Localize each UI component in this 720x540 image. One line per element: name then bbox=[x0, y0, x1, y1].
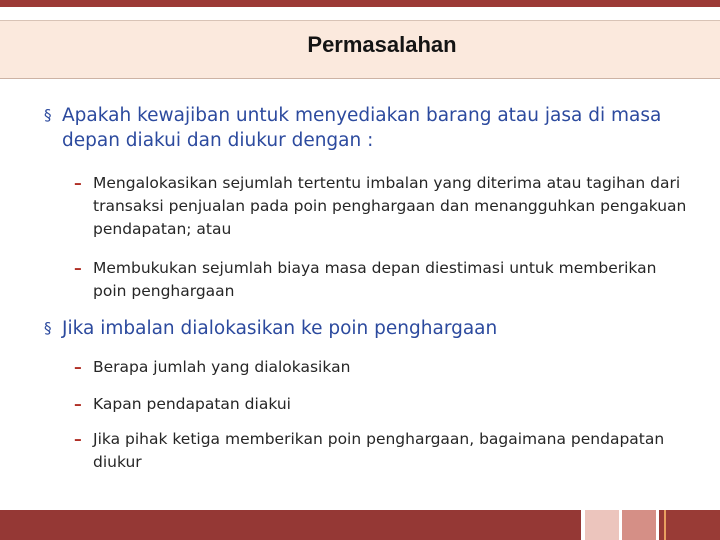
slide-title: Permasalahan bbox=[307, 32, 457, 57]
footer-square-medium bbox=[622, 510, 656, 540]
footer-main-block bbox=[0, 510, 581, 540]
dash-icon: – bbox=[74, 358, 82, 376]
bullet-item bbox=[44, 103, 704, 153]
sub-item-text: Berapa jumlah yang dialokasikan bbox=[93, 358, 351, 376]
dash-icon: – bbox=[74, 259, 82, 277]
bullet-text: Jika imbalan dialokasikan ke poin penghargaan bbox=[62, 318, 498, 339]
dash-icon: – bbox=[74, 395, 82, 413]
bullet-text: Apakah kewajiban untuk menyediakan barang atau jasa di masa depan diakui dan diukur dengan : bbox=[62, 105, 662, 151]
footer-square-dark bbox=[659, 510, 720, 540]
footer-bar bbox=[0, 510, 720, 540]
bullet-square-icon: § bbox=[44, 319, 52, 337]
sub-item bbox=[74, 356, 694, 379]
sub-item-text: Kapan pendapatan diakui bbox=[93, 395, 291, 413]
sub-item bbox=[74, 428, 694, 474]
bullet-square-icon: § bbox=[44, 106, 52, 124]
sub-item-text: Jika pihak ketiga memberikan poin penghargaan, bagaimana pendapatan diukur bbox=[93, 430, 665, 471]
footer-accent-line bbox=[664, 510, 666, 540]
footer-square-light bbox=[585, 510, 619, 540]
sub-item-text: Mengalokasikan sejumlah tertentu imbalan yang diterima atau tagihan dari transaksi penjualan pada poin penghargaan dan menangguhkan pengakuan pendapatan; atau bbox=[93, 174, 687, 238]
bullet-item bbox=[44, 316, 704, 341]
dash-icon: – bbox=[74, 174, 82, 192]
sub-item bbox=[74, 393, 694, 416]
dash-icon: – bbox=[74, 430, 82, 448]
sub-item-text: Membukukan sejumlah biaya masa depan diestimasi untuk memberikan poin penghargaan bbox=[93, 259, 657, 300]
sub-item bbox=[74, 172, 694, 241]
sub-item bbox=[74, 257, 694, 303]
